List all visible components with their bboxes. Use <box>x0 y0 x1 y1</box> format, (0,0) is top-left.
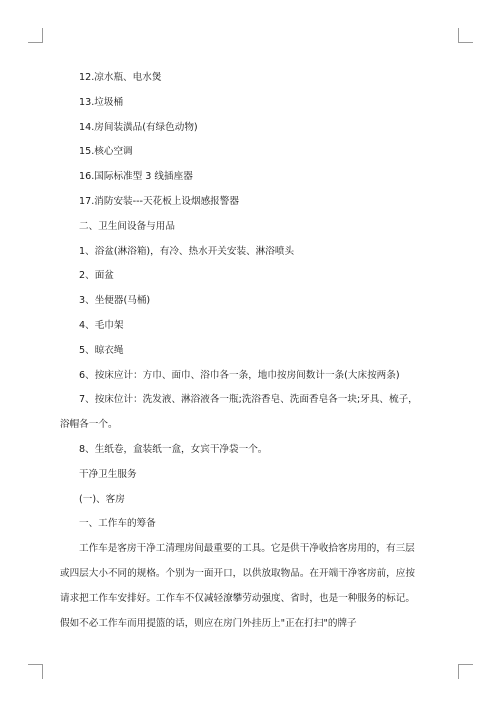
text-line: 8、生纸卷，盒装纸一盒，女宾干净袋一个。 <box>79 443 268 455</box>
text-line: 1、浴盆(淋浴箱)，有冷、热水开关安装、淋浴喷头 <box>79 245 295 257</box>
text-line: 2、面盆 <box>79 270 114 282</box>
document-body <box>60 66 450 636</box>
text-line: 浴帽各一个。 <box>60 419 118 431</box>
crop-mark-top-right <box>458 28 473 43</box>
text-line: 工作车是客房干净工清理房间最重要的工具。它是供干净收拾客房用的，有三层 <box>79 543 415 555</box>
text-line: 一、工作车的筹备 <box>79 518 156 530</box>
text-line: 12.凉水瓶、电水煲 <box>79 72 162 83</box>
text-line: 或四层大小不同的规格。个别为一面开口，以供放取物品。在开端干净客房前，应按 <box>60 567 415 579</box>
text-line: 干净卫生服务 <box>79 468 137 480</box>
crop-mark-bottom-right <box>458 664 473 679</box>
crop-mark-top-left <box>28 28 43 43</box>
text-line: 16.国际标准型 3 线插座器 <box>79 171 193 183</box>
text-line: (一)、客房 <box>79 493 125 505</box>
text-line: 13.垃圾桶 <box>79 96 124 108</box>
text-line: 假如不必工作车而用提篮的话，则应在房门外挂历上"正在打扫"的牌子 <box>60 617 357 629</box>
text-line: 17.消防安装---天花板上设烟感报警器 <box>79 195 239 207</box>
text-line: 15.核心空调 <box>79 146 133 158</box>
text-line: 14.房间装潢品(有绿色动物) <box>79 121 198 133</box>
text-line: 6、按床应计：方巾、面巾、浴巾各一条，地巾按房间数计一条(大床按两条) <box>79 369 400 381</box>
text-line: 请求把工作车安排好。工作车不仅减轻潦攀劳动强度、省时，也是一种服务的标记。 <box>60 592 415 604</box>
text-line: 3、坐便器(马桶) <box>79 295 151 307</box>
text-line: 5、晾衣绳 <box>79 344 124 356</box>
crop-mark-bottom-left <box>28 664 43 679</box>
text-line: 二、卫生间设备与用品 <box>79 220 175 232</box>
text-line: 7、按床位计：洗发液、淋浴液各一瓶;洗浴香皂、洗面香皂各一块;牙具、梳子， <box>79 394 418 406</box>
text-line: 4、毛巾架 <box>79 319 124 331</box>
